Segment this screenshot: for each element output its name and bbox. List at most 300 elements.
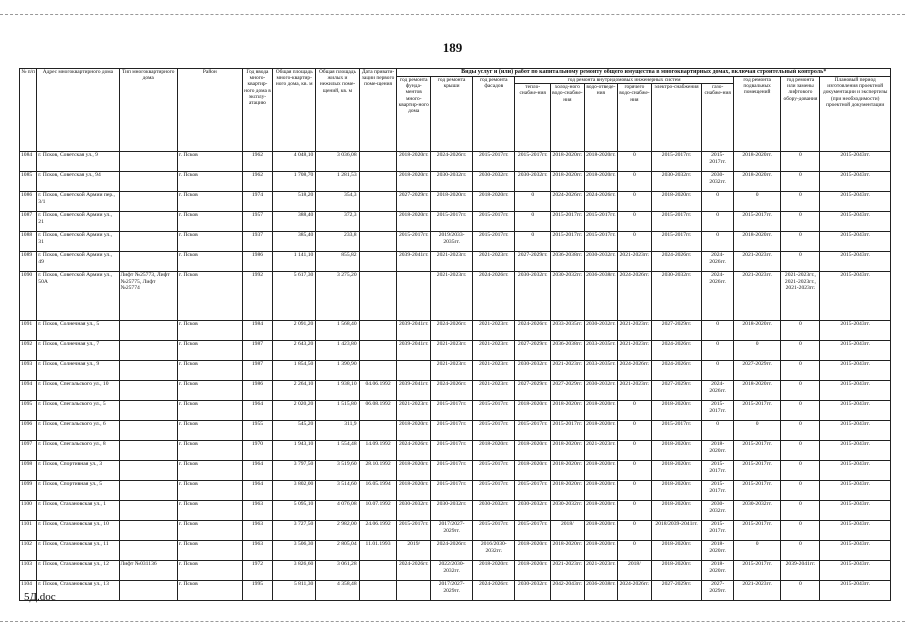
cell-roof-year: 2015-2017гг.: [431, 401, 473, 421]
cell-district: г. Псков: [177, 232, 242, 252]
cell-year-built: 1974: [242, 192, 272, 212]
cell-address: г. Псков, Солнечная ул., 5: [37, 321, 119, 341]
cell-gas-year: 2018-2020гг.: [702, 441, 733, 461]
cell-roof-year: 2021-2023гг.: [431, 252, 473, 272]
cell-row-number: 1102: [20, 541, 37, 561]
cell-cold-water-year: 2024-2026гг.: [551, 192, 585, 212]
cell-privatization-date: [359, 421, 397, 441]
cell-residential-area: 233,8: [316, 232, 359, 252]
cell-gas-year: 2015-2017гг.: [702, 152, 733, 172]
cell-privatization-date: [359, 192, 397, 212]
cell-address: г. Псков, Советской Армии ул., 50А: [37, 272, 119, 321]
cell-gas-year: 2030-2032гг.: [702, 172, 733, 192]
cell-residential-area: 1 938,10: [316, 381, 359, 401]
cell-building-type: [119, 192, 177, 212]
cell-sewer-year: 2018-2020гг.: [584, 501, 618, 521]
cell-sewer-year: 2018-2020гг.: [584, 481, 618, 501]
cell-basement-year: 0: [733, 541, 781, 561]
table-row: [20, 541, 891, 561]
cell-planning-period: 2015-2043гг.: [820, 192, 891, 212]
cell-heat-year: 0: [515, 212, 551, 232]
cell-sewer-year: 2018-2020гг.: [584, 401, 618, 421]
header-sewer: водо-отведе-ния: [584, 84, 618, 152]
cell-cold-water-year: 2021-2023гг.: [551, 561, 585, 581]
cell-planning-period: 2015-2043гг.: [820, 272, 891, 321]
cell-total-area: 1 854,50: [273, 361, 316, 381]
cell-gas-year: 2015-2017гг.: [702, 521, 733, 541]
page-number: 189: [442, 40, 463, 55]
cell-electric-year: 2015-2017гг.: [651, 212, 702, 232]
table-row: [20, 232, 891, 252]
cell-basement-year: 0: [733, 341, 781, 361]
cell-total-area: 545,20: [273, 421, 316, 441]
cell-privatization-date: [359, 232, 397, 252]
cell-foundation-year: 2018-2020гг.: [397, 172, 431, 192]
cell-cold-water-year: 2033-2035гг.: [551, 321, 585, 341]
table-row: [20, 252, 891, 272]
cell-privatization-date: [359, 152, 397, 172]
cell-address: г. Псков, Стахановская ул., 10: [37, 521, 119, 541]
cell-address: г. Псков, Спортивная ул., 5: [37, 481, 119, 501]
cell-planning-period: 2015-2043гг.: [820, 581, 891, 601]
cell-lift-year: 0: [781, 501, 820, 521]
cell-lift-year: 0: [781, 441, 820, 461]
cell-electric-year: 2024-2026гг.: [651, 252, 702, 272]
cell-heat-year: 2018-2020гг.: [515, 461, 551, 481]
cell-total-area: 3 727,50: [273, 521, 316, 541]
cell-heat-year: 2015-2017гг.: [515, 152, 551, 172]
cell-district: г. Псков: [177, 501, 242, 521]
cell-heat-year: 2024-2026гг.: [515, 321, 551, 341]
cell-facade-year: 2018-2020гг.: [473, 441, 515, 461]
cell-foundation-year: 2039-2041гг.: [397, 341, 431, 361]
cell-cold-water-year: 2018-2020гг.: [551, 172, 585, 192]
cell-district: г. Псков: [177, 361, 242, 381]
cell-address: г. Псков, Солнечная ул., 9: [37, 361, 119, 381]
cell-row-number: 1101: [20, 521, 37, 541]
cell-year-built: 1962: [242, 172, 272, 192]
cell-sewer-year: 2021-2023гг.: [584, 441, 618, 461]
cell-electric-year: 2018-2020гг.: [651, 401, 702, 421]
cell-basement-year: 2021-2023гг.: [733, 252, 781, 272]
cell-privatization-date: [359, 252, 397, 272]
cell-roof-year: 2030-2032гг.: [431, 501, 473, 521]
cell-sewer-year: 2018-2020гг.: [584, 521, 618, 541]
cell-heat-year: 2030-2032гг.: [515, 361, 551, 381]
cell-building-type: [119, 481, 177, 501]
cell-sewer-year: 2021-2023гг.: [584, 561, 618, 581]
cell-cold-water-year: 2018-2020гг.: [551, 461, 585, 481]
cell-facade-year: 2015-2017гг.: [473, 521, 515, 541]
cell-building-type: [119, 252, 177, 272]
cell-hot-water-year: 0: [618, 501, 652, 521]
cell-year-built: 1972: [242, 561, 272, 581]
cell-residential-area: 3 061,28: [316, 561, 359, 581]
cell-residential-area: 1 515,80: [316, 401, 359, 421]
cell-facade-year: 2015-2017гг.: [473, 461, 515, 481]
cell-cold-water-year: 2036-2038гг.: [551, 252, 585, 272]
table-row: [20, 481, 891, 501]
cell-year-built: 1995: [242, 581, 272, 601]
cell-heat-year: 2027-2029гг.: [515, 252, 551, 272]
cell-facade-year: 2021-2023гг.: [473, 321, 515, 341]
cell-privatization-date: [359, 172, 397, 192]
cell-row-number: 1104: [20, 581, 37, 601]
cell-heat-year: 2030-2032гг.: [515, 501, 551, 521]
cell-cold-water-year: 2030-2032гг.: [551, 272, 585, 321]
cell-district: г. Псков: [177, 401, 242, 421]
cell-district: г. Псков: [177, 212, 242, 232]
cell-year-built: 1986: [242, 381, 272, 401]
cell-privatization-date: 14.09.1992: [359, 441, 397, 461]
cell-total-area: 3 506,30: [273, 541, 316, 561]
table-row: [20, 521, 891, 541]
cell-facade-year: 2030-2032гг.: [473, 501, 515, 521]
cell-row-number: 1096: [20, 421, 37, 441]
table-row: [20, 341, 891, 361]
cell-district: г. Псков: [177, 172, 242, 192]
cell-lift-year: 0: [781, 581, 820, 601]
cell-hot-water-year: 0: [618, 421, 652, 441]
cell-planning-period: 2015-2043гг.: [820, 341, 891, 361]
cell-row-number: 1089: [20, 252, 37, 272]
cell-building-type: [119, 212, 177, 232]
cell-total-area: 5 095,10: [273, 501, 316, 521]
cell-roof-year: 2030-2032гг.: [431, 172, 473, 192]
cell-electric-year: 2015-2017гг.: [651, 421, 702, 441]
cell-lift-year: 2021-2023гг., 2021-2023гг., 2021-2023гг.: [781, 272, 820, 321]
cell-address: г. Псков, Советской Армии ул., 21: [37, 212, 119, 232]
cell-foundation-year: 2039-2041гг.: [397, 252, 431, 272]
cell-sewer-year: 2033-2035гг.: [584, 341, 618, 361]
cell-facade-year: 2030-2032гг.: [473, 172, 515, 192]
cell-row-number: 1093: [20, 361, 37, 381]
cell-total-area: 3 826,60: [273, 561, 316, 581]
header-num: № п/п: [20, 69, 37, 152]
cell-foundation-year: 2039-2041гг.: [397, 381, 431, 401]
cell-foundation-year: 2021-2023гг.: [397, 401, 431, 421]
cell-residential-area: 3 519,60: [316, 461, 359, 481]
cell-year-built: 1963: [242, 521, 272, 541]
cell-basement-year: 2030-2032гг.: [733, 501, 781, 521]
cell-planning-period: 2015-2043гг.: [820, 321, 891, 341]
cell-foundation-year: 2015-2017гг.: [397, 521, 431, 541]
cell-privatization-date: 24.06.1992: [359, 521, 397, 541]
cell-electric-year: 2024-2026гг.: [651, 341, 702, 361]
cell-basement-year: 2015-2017гг.: [733, 461, 781, 481]
cell-foundation-year: 2018-2020гг.: [397, 212, 431, 232]
cell-year-built: 1964: [242, 401, 272, 421]
cell-roof-year: 2021-2023гг.: [431, 272, 473, 321]
cell-roof-year: 2024-2026гг.: [431, 152, 473, 172]
cell-electric-year: 2018-2020гг.: [651, 461, 702, 481]
cell-district: г. Псков: [177, 541, 242, 561]
cell-total-area: 1 141,10: [273, 252, 316, 272]
cell-planning-period: 2015-2043гг.: [820, 501, 891, 521]
cell-facade-year: 2015-2017гг.: [473, 152, 515, 172]
cell-planning-period: 2015-2043гг.: [820, 561, 891, 581]
cell-heat-year: 2018-2020гг.: [515, 561, 551, 581]
cell-residential-area: 311,9: [316, 421, 359, 441]
cell-roof-year: 2015-2017гг.: [431, 481, 473, 501]
cell-roof-year: 2015-2017гг.: [431, 441, 473, 461]
table-row: [20, 192, 891, 212]
cell-cold-water-year: 2015-2017гг.: [551, 212, 585, 232]
cell-hot-water-year: 2024-2026гг.: [618, 581, 652, 601]
cell-roof-year: 2017/2027-2029гг.: [431, 581, 473, 601]
cell-cold-water-year: 2018-2020гг.: [551, 401, 585, 421]
cell-lift-year: 0: [781, 521, 820, 541]
cell-total-area: 5 617,30: [273, 272, 316, 321]
cell-row-number: 1094: [20, 381, 37, 401]
cell-building-type: [119, 521, 177, 541]
cell-electric-year: 2018/2039-2041гг.: [651, 521, 702, 541]
top-page-edge: [0, 14, 905, 15]
header-heat: тепло-снабже-ния: [515, 84, 551, 152]
table-row: [20, 212, 891, 232]
cell-residential-area: 3 514,60: [316, 481, 359, 501]
cell-address: г. Псков, Советская ул., 9: [37, 152, 119, 172]
cell-electric-year: 2018-2020гг.: [651, 501, 702, 521]
cell-row-number: 1084: [20, 152, 37, 172]
cell-foundation-year: 2015-2017гг.: [397, 232, 431, 252]
cell-total-area: 1 943,10: [273, 441, 316, 461]
cell-heat-year: 0: [515, 192, 551, 212]
cell-residential-area: 1 281,53: [316, 172, 359, 192]
cell-heat-year: 2018-2020гг.: [515, 401, 551, 421]
cell-heat-year: 0: [515, 232, 551, 252]
cell-lift-year: 0: [781, 192, 820, 212]
cell-sewer-year: 2015-2017гг.: [584, 212, 618, 232]
cell-lift-year: 0: [781, 152, 820, 172]
cell-hot-water-year: 0: [618, 461, 652, 481]
cell-planning-period: 2015-2043гг.: [820, 441, 891, 461]
cell-facade-year: 2024-2026гг.: [473, 272, 515, 321]
cell-facade-year: 2018-2020гг.: [473, 192, 515, 212]
cell-electric-year: 2027-2029гг.: [651, 581, 702, 601]
cell-lift-year: 0: [781, 381, 820, 401]
cell-district: г. Псков: [177, 481, 242, 501]
cell-address: г. Псков, Солнечная ул., 7: [37, 341, 119, 361]
header-electric: электро-снабжения: [651, 84, 702, 152]
cell-gas-year: 0: [702, 192, 733, 212]
cell-lift-year: 0: [781, 461, 820, 481]
cell-gas-year: 0: [702, 321, 733, 341]
table-row: [20, 501, 891, 521]
cell-foundation-year: 2024-2026гг.: [397, 561, 431, 581]
cell-district: г. Псков: [177, 272, 242, 321]
cell-roof-year: 2018-2020гг.: [431, 192, 473, 212]
cell-cold-water-year: 2018-2020гг.: [551, 481, 585, 501]
table-row: [20, 321, 891, 341]
cell-lift-year: 0: [781, 341, 820, 361]
cell-heat-year: 2027-2029гг.: [515, 341, 551, 361]
cell-gas-year: 2027-2029гг.: [702, 581, 733, 601]
cell-row-number: 1097: [20, 441, 37, 461]
cell-residential-area: 1 554,48: [316, 441, 359, 461]
cell-row-number: 1095: [20, 401, 37, 421]
cell-sewer-year: 2030-2032гг.: [584, 381, 618, 401]
cell-foundation-year: 2018-2020гг.: [397, 481, 431, 501]
cell-planning-period: 2015-2043гг.: [820, 421, 891, 441]
cell-total-area: 2 020,20: [273, 401, 316, 421]
cell-total-area: 3 797,50: [273, 461, 316, 481]
cell-foundation-year: 2030-2032гг.: [397, 501, 431, 521]
cell-gas-year: 2024-2026гг.: [702, 381, 733, 401]
cell-facade-year: 2021-2023гг.: [473, 341, 515, 361]
cell-total-area: 2 091,20: [273, 321, 316, 341]
footer-filename: 5Д.doc: [24, 591, 56, 603]
cell-building-type: [119, 441, 177, 461]
cell-total-area: 3 802,00: [273, 481, 316, 501]
cell-cold-water-year: 2018/: [551, 521, 585, 541]
cell-electric-year: 2024-2026гг.: [651, 361, 702, 381]
cell-residential-area: 4 358,48: [316, 581, 359, 601]
cell-basement-year: 2021-2023гг.: [733, 581, 781, 601]
cell-gas-year: 0: [702, 212, 733, 232]
cell-sewer-year: 2030-2032гг.: [584, 252, 618, 272]
cell-lift-year: 0: [781, 252, 820, 272]
cell-building-type: [119, 152, 177, 172]
header-cold-water: холод-ного водо-снабже-ния: [551, 84, 585, 152]
cell-planning-period: 2015-2043гг.: [820, 461, 891, 481]
table-row: [20, 152, 891, 172]
cell-building-type: [119, 172, 177, 192]
cell-residential-area: 354,3: [316, 192, 359, 212]
cell-cold-water-year: 2018-2020гг.: [551, 441, 585, 461]
cell-planning-period: 2015-2043гг.: [820, 541, 891, 561]
cell-row-number: 1092: [20, 341, 37, 361]
cell-privatization-date: [359, 341, 397, 361]
cell-building-type: [119, 501, 177, 521]
cell-year-built: 1963: [242, 541, 272, 561]
cell-gas-year: 2015-2017гг.: [702, 401, 733, 421]
cell-gas-year: 2015-2017гг.: [702, 461, 733, 481]
cell-privatization-date: 11.01.1993: [359, 541, 397, 561]
cell-total-area: 518,20: [273, 192, 316, 212]
cell-year-built: 1992: [242, 272, 272, 321]
table-row: [20, 581, 891, 601]
cell-cold-water-year: 2015-2017гг.: [551, 232, 585, 252]
cell-facade-year: 2021-2023гг.: [473, 361, 515, 381]
header-planning-period: Плановый период изготовления проектной документации и экспертизы (при необходимости) проектной документации: [820, 77, 891, 152]
cell-foundation-year: 2027-2029гг.: [397, 192, 431, 212]
cell-lift-year: 0: [781, 541, 820, 561]
cell-planning-period: 2015-2043гг.: [820, 252, 891, 272]
table-row: [20, 461, 891, 481]
cell-hot-water-year: 0: [618, 212, 652, 232]
table-row: [20, 361, 891, 381]
cell-year-built: 1955: [242, 421, 272, 441]
cell-hot-water-year: 0: [618, 481, 652, 501]
cell-year-built: 1937: [242, 232, 272, 252]
cell-facade-year: 2015-2017гг.: [473, 421, 515, 441]
cell-basement-year: 2018-2020гг.: [733, 152, 781, 172]
cell-district: г. Псков: [177, 441, 242, 461]
cell-sewer-year: 2018-2020гг.: [584, 461, 618, 481]
cell-basement-year: 2015-2017гг.: [733, 401, 781, 421]
cell-hot-water-year: 0: [618, 521, 652, 541]
cell-residential-area: 1 568,40: [316, 321, 359, 341]
cell-planning-period: 2015-2043гг.: [820, 401, 891, 421]
header-facade: год ремонта фасадов: [473, 77, 515, 152]
cell-total-area: 4 048,10: [273, 152, 316, 172]
table-row: [20, 441, 891, 461]
table-row: [20, 561, 891, 581]
cell-roof-year: 2024-2026гг.: [431, 381, 473, 401]
cell-residential-area: 2 982,00: [316, 521, 359, 541]
cell-row-number: 1099: [20, 481, 37, 501]
cell-electric-year: 2018-2020гг.: [651, 481, 702, 501]
cell-hot-water-year: 0: [618, 541, 652, 561]
cell-building-type: [119, 341, 177, 361]
cell-sewer-year: 2036-2038гг.: [584, 581, 618, 601]
cell-privatization-date: [359, 361, 397, 381]
cell-roof-year: 2017/2027-2029гг.: [431, 521, 473, 541]
cell-year-built: 1970: [242, 441, 272, 461]
cell-total-area: 2 264,10: [273, 381, 316, 401]
header-residential-area: Общая площадь жилых и нежилых поме-щений, кв. м: [316, 69, 359, 152]
cell-hot-water-year: 0: [618, 152, 652, 172]
table-row: [20, 401, 891, 421]
cell-residential-area: 1 390,90: [316, 361, 359, 381]
cell-privatization-date: [359, 321, 397, 341]
cell-district: г. Псков: [177, 192, 242, 212]
cell-address: г. Псков, Советской Армии пер., 3/1: [37, 192, 119, 212]
cell-cold-water-year: 2027-2029гг.: [551, 381, 585, 401]
cell-basement-year: 2015-2017гг.: [733, 212, 781, 232]
cell-gas-year: 0: [702, 232, 733, 252]
cell-privatization-date: 28.10.1992: [359, 461, 397, 481]
bottom-page-edge: [0, 621, 905, 622]
cell-residential-area: 1 423,80: [316, 341, 359, 361]
cell-district: г. Псков: [177, 341, 242, 361]
cell-privatization-date: [359, 272, 397, 321]
cell-cold-water-year: 2021-2023гг.: [551, 361, 585, 381]
cell-sewer-year: 2024-2026гг.: [584, 192, 618, 212]
table-row: [20, 172, 891, 192]
cell-row-number: 1087: [20, 212, 37, 232]
table-row: [20, 381, 891, 401]
cell-residential-area: 3 036,08: [316, 152, 359, 172]
cell-foundation-year: 2018-2020гг.: [397, 461, 431, 481]
cell-address: г. Псков, Спегальского ул., 10: [37, 381, 119, 401]
cell-roof-year: 2015-2017гг.: [431, 212, 473, 232]
cell-address: г. Псков, Спегальского ул., 8: [37, 441, 119, 461]
cell-electric-year: 2015-2017гг.: [651, 152, 702, 172]
cell-district: г. Псков: [177, 381, 242, 401]
cell-address: г. Псков, Спегальского ул., 5: [37, 401, 119, 421]
cell-facade-year: 2021-2023гг.: [473, 381, 515, 401]
cell-basement-year: 2015-2017гг.: [733, 481, 781, 501]
cell-electric-year: 2015-2017гг.: [651, 232, 702, 252]
header-services: Виды услуг и (или) работ по капитальному ремонту общего имущества в многоквартирных домах, включая строительный контроль*: [397, 69, 891, 77]
cell-sewer-year: 2018-2020гг.: [584, 421, 618, 441]
cell-planning-period: 2015-2043гг.: [820, 481, 891, 501]
cell-planning-period: 2015-2043гг.: [820, 212, 891, 232]
cell-electric-year: 2027-2029гг.: [651, 321, 702, 341]
header-address: Адрес многоквартирного дома: [37, 69, 119, 152]
cell-hot-water-year: 2021-2023гг.: [618, 381, 652, 401]
cell-hot-water-year: 2024-2026гг.: [618, 272, 652, 321]
cell-sewer-year: 2018-2020гг.: [584, 541, 618, 561]
cell-address: г. Псков, Спортивная ул., 3: [37, 461, 119, 481]
cell-heat-year: 2030-2032гг.: [515, 172, 551, 192]
cell-electric-year: 2030-2032гг.: [651, 172, 702, 192]
cell-district: г. Псков: [177, 252, 242, 272]
cell-basement-year: 2015-2017гг.: [733, 521, 781, 541]
cell-facade-year: 2016/2030-2032гг.: [473, 541, 515, 561]
